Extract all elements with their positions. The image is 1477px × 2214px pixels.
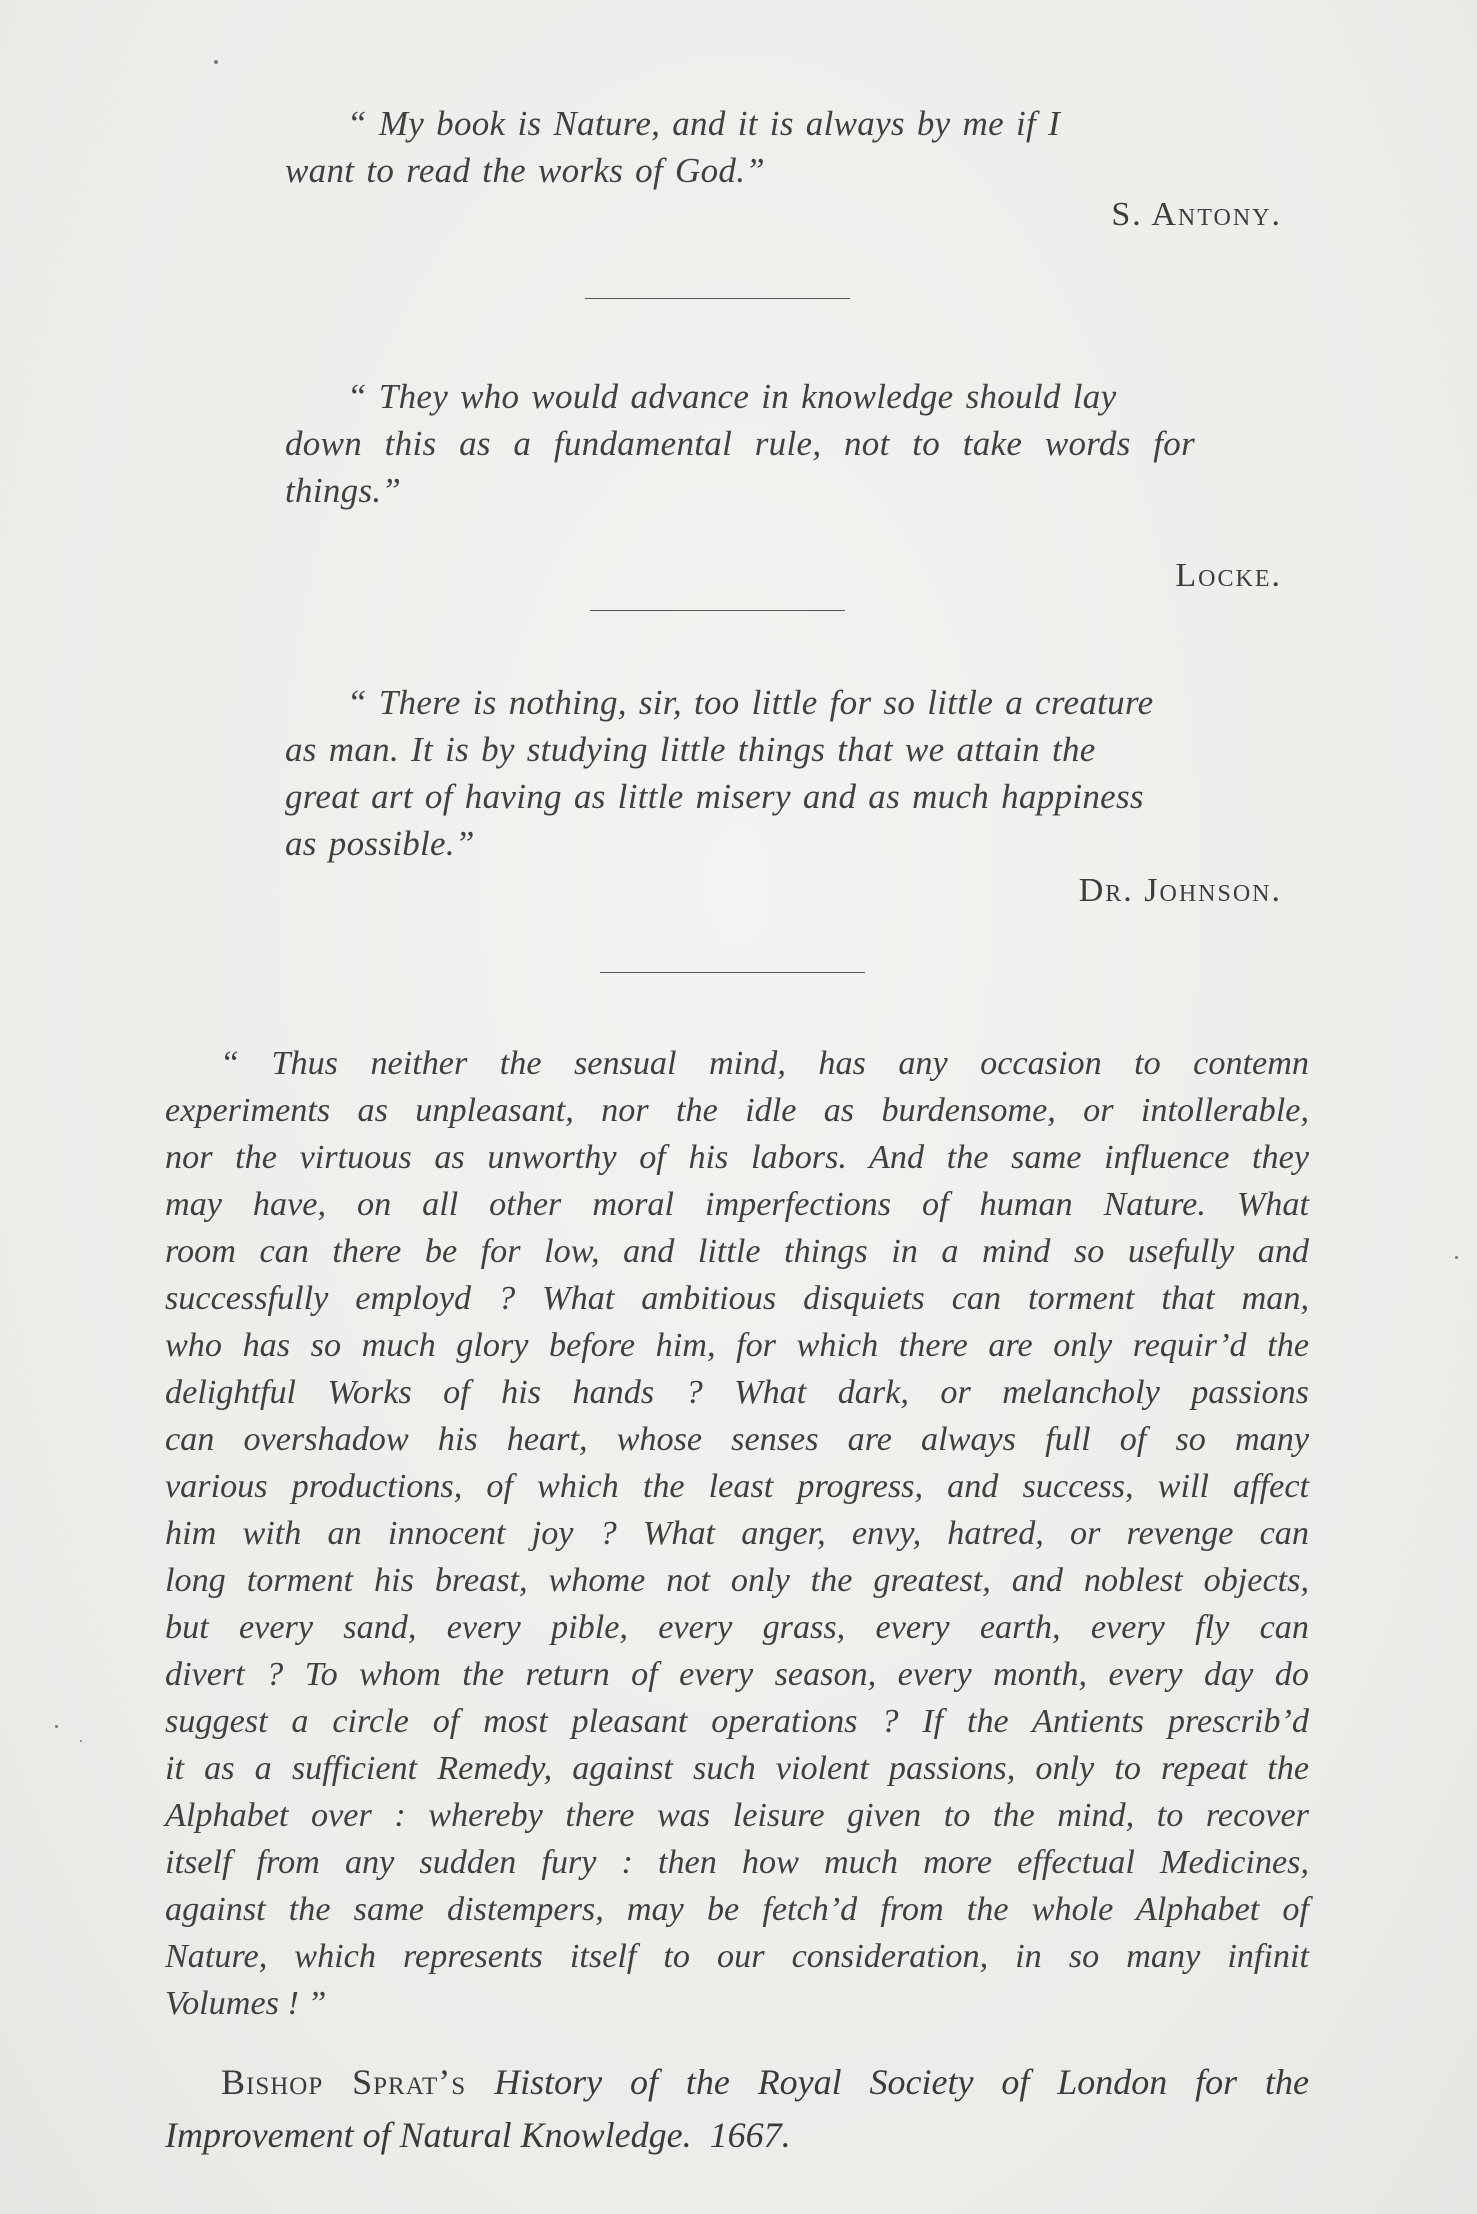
scan-speck bbox=[80, 1740, 82, 1742]
scan-speck bbox=[55, 1725, 58, 1728]
epigraph-locke bbox=[285, 373, 1195, 514]
section-divider bbox=[590, 610, 845, 611]
quote-line: divert ? To whom the return of every season, every month, every day do bbox=[165, 1656, 1309, 1693]
author-antony: S. Antony. bbox=[1111, 196, 1282, 233]
quote-line: can overshadow his heart, whose senses are always full of so many bbox=[165, 1421, 1309, 1458]
sprat-quote bbox=[165, 1040, 1309, 2027]
quote-line: it as a sufficient Remedy, against such violent passions, only to repeat the bbox=[165, 1750, 1309, 1787]
quote-line: experiments as unpleasant, nor the idle as burdensome, or intollerable, bbox=[165, 1092, 1309, 1129]
quote-line: “ There is nothing, sir, too little for so little a creature bbox=[347, 683, 1154, 722]
citation-author: Bishop Sprat’s bbox=[221, 2062, 467, 2102]
quote-line: against the same distempers, may be fetch’d from the whole Alphabet of bbox=[165, 1891, 1309, 1928]
quote-line: successfully employd ? What ambitious disquiets can torment that man, bbox=[165, 1280, 1309, 1317]
section-divider bbox=[585, 298, 850, 299]
quote-line: long torment his breast, whome not only the greatest, and noblest objects, bbox=[165, 1562, 1309, 1599]
quote-line: Alphabet over : whereby there was leisure given to the mind, to recover bbox=[165, 1797, 1309, 1834]
quote-line: delightful Works of his hands ? What dark, or melancholy passions bbox=[165, 1374, 1309, 1411]
section-divider bbox=[600, 972, 865, 973]
citation-line bbox=[165, 2056, 1309, 2109]
quote-line: Nature, which represents itself to our consideration, in so many infinit bbox=[165, 1938, 1309, 1975]
quote-line: great art of having as little misery and as much happiness bbox=[285, 777, 1144, 816]
quote-line: “ My book is Nature, and it is always by me if I bbox=[347, 104, 1061, 143]
quote-line: but every sand, every pible, every grass, every earth, every fly can bbox=[165, 1609, 1309, 1646]
quote-line: room can there be for low, and little things in a mind so usefully and bbox=[165, 1233, 1309, 1270]
citation-title: History of the Royal Society of London for the bbox=[494, 2062, 1309, 2102]
citation-year: 1667. bbox=[709, 2115, 791, 2155]
quote-line: Volumes ! ” bbox=[165, 1985, 327, 2022]
quote-line: as possible.” bbox=[285, 824, 475, 863]
quote-line: things.” bbox=[285, 471, 402, 510]
quote-line: him with an innocent joy ? What anger, envy, hatred, or revenge can bbox=[165, 1515, 1309, 1552]
quote-line: suggest a circle of most pleasant operations ? If the Antients prescrib’d bbox=[165, 1703, 1309, 1740]
quote-line: down this as a fundamental rule, not to take words for bbox=[285, 424, 1195, 463]
quote-line: nor the virtuous as unworthy of his labors. And the same influence they bbox=[165, 1139, 1309, 1176]
citation-title-cont: Improvement of Natural Knowledge. bbox=[165, 2115, 692, 2155]
quote-line: want to read the works of God.” bbox=[285, 151, 766, 190]
epigraph-antony bbox=[285, 100, 1195, 194]
citation bbox=[165, 2056, 1309, 2162]
scan-speck bbox=[214, 60, 218, 64]
quote-line: as man. It is by studying little things that we attain the bbox=[285, 730, 1096, 769]
quote-line: “ Thus neither the sensual mind, has any occasion to contemn bbox=[220, 1045, 1309, 1082]
epigraph-johnson bbox=[285, 679, 1195, 867]
quote-line: may have, on all other moral imperfections of human Nature. What bbox=[165, 1186, 1309, 1223]
citation-line bbox=[165, 2109, 1309, 2162]
quote-line: itself from any sudden fury : then how much more effectual Medicines, bbox=[165, 1844, 1309, 1881]
quote-line: who has so much glory before him, for which there are only requir’d the bbox=[165, 1327, 1309, 1364]
author-locke: Locke. bbox=[1175, 557, 1282, 594]
scan-speck bbox=[1455, 1256, 1458, 1259]
author-johnson: Dr. Johnson. bbox=[1078, 872, 1282, 909]
quote-line: various productions, of which the least progress, and success, will affect bbox=[165, 1468, 1309, 1505]
quote-line: “ They who would advance in knowledge should lay bbox=[347, 377, 1117, 416]
